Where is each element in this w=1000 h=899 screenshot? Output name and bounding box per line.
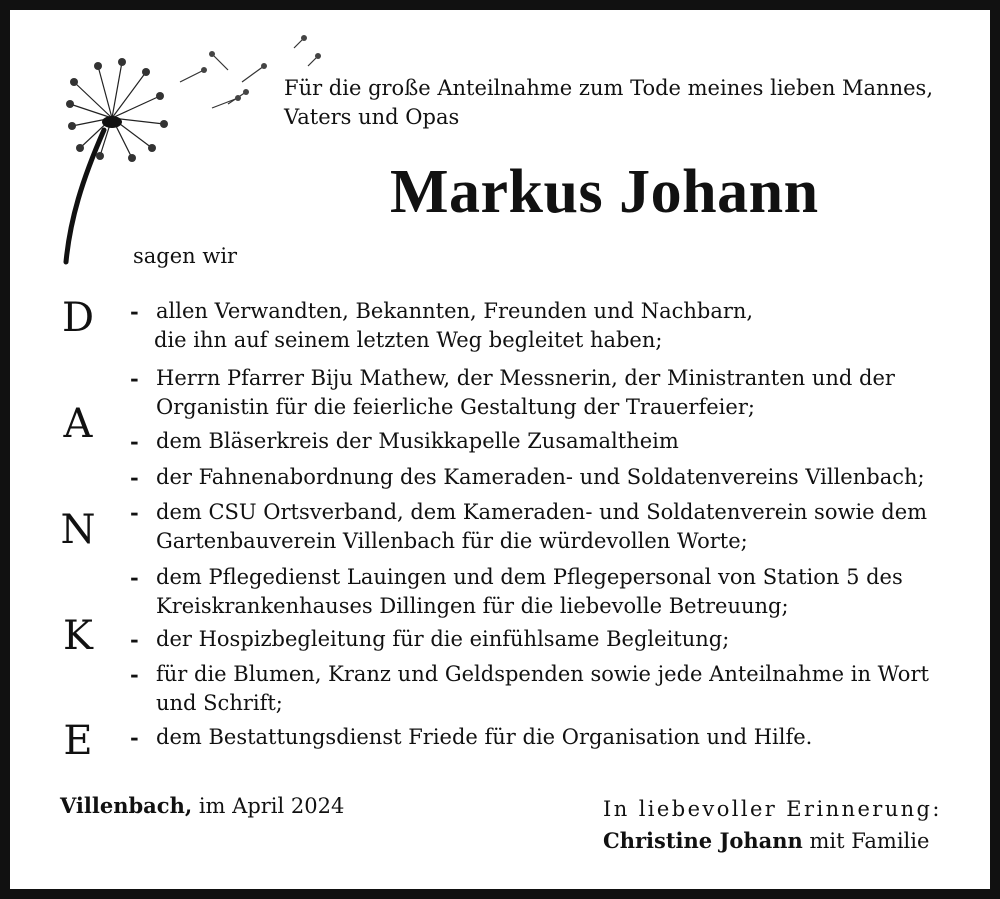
date: im April 2024 bbox=[198, 794, 345, 818]
thanks-item bbox=[130, 660, 960, 718]
danke-letter: D bbox=[61, 295, 95, 341]
place: Villenbach, bbox=[60, 793, 193, 818]
thanks-line: dem Bläserkreis der Musikkapelle Zusamaltheim bbox=[156, 429, 679, 453]
dash-bullet: - bbox=[130, 429, 139, 454]
thanks-line: Gartenbauverein Villenbach für die würdevollen Worte; bbox=[156, 529, 748, 553]
signature bbox=[603, 829, 929, 853]
thanks-item bbox=[130, 563, 960, 621]
thanks-item bbox=[130, 297, 960, 355]
thanks-line: dem CSU Ortsverband, dem Kameraden- und Soldatenverein sowie dem bbox=[156, 500, 928, 524]
thanks-line: für die Blumen, Kranz und Geldspenden sowie jede Anteilnahme in Wort bbox=[156, 662, 929, 686]
thanks-line: Herrn Pfarrer Biju Mathew, der Messnerin, der Ministranten und der bbox=[156, 366, 895, 390]
thanks-line: dem Pflegedienst Lauingen und dem Pflegepersonal von Station 5 des bbox=[156, 565, 903, 589]
dash-bullet: - bbox=[130, 662, 139, 687]
thanks-line: Kreiskrankenhauses Dillingen für die liebevolle Betreuung; bbox=[156, 594, 789, 618]
thanks-line: dem Bestattungsdienst Friede für die Organisation und Hilfe. bbox=[156, 725, 813, 749]
signature-rest: mit Familie bbox=[809, 829, 930, 853]
danke-letter: A bbox=[63, 401, 93, 447]
thanks-line: der Hospizbegleitung für die einfühlsame Begleitung; bbox=[156, 627, 730, 651]
intro-line-1: Für die große Anteilnahme zum Tode meines lieben Mannes, bbox=[284, 76, 933, 100]
danke-letter: N bbox=[60, 507, 96, 553]
dash-bullet: - bbox=[130, 465, 139, 490]
sagen-wir-text: sagen wir bbox=[133, 244, 238, 268]
thanks-line: die ihn auf seinem letzten Weg begleitet haben; bbox=[154, 328, 663, 352]
closing-phrase: In liebevoller Erinnerung: bbox=[603, 797, 942, 821]
thanks-line: und Schrift; bbox=[156, 691, 283, 715]
thanks-item bbox=[130, 427, 960, 456]
thanks-item bbox=[130, 498, 960, 556]
thanks-item bbox=[130, 364, 960, 422]
dash-bullet: - bbox=[130, 299, 139, 324]
dandelion-icon bbox=[52, 30, 342, 270]
thanks-line: Organistin für die feierliche Gestaltung der Trauerfeier; bbox=[156, 395, 755, 419]
deceased-name: Markus Johann bbox=[390, 158, 819, 226]
danke-letter: K bbox=[63, 613, 93, 659]
thanks-item bbox=[130, 463, 960, 492]
intro-text bbox=[284, 74, 964, 132]
dash-bullet: - bbox=[130, 565, 139, 590]
place-date bbox=[60, 793, 344, 818]
dash-bullet: - bbox=[130, 627, 139, 652]
signature-block bbox=[603, 793, 942, 857]
thanks-item bbox=[130, 723, 960, 752]
signature-name: Christine Johann bbox=[603, 828, 803, 853]
dash-bullet: - bbox=[130, 725, 139, 750]
thanks-item bbox=[130, 625, 960, 654]
thanks-line: allen Verwandten, Bekannten, Freunden und Nachbarn, bbox=[156, 299, 754, 323]
dash-bullet: - bbox=[130, 500, 139, 525]
thanks-line: der Fahnenabordnung des Kameraden- und Soldatenvereins Villenbach; bbox=[156, 465, 925, 489]
intro-line-2: Vaters und Opas bbox=[284, 105, 460, 129]
dash-bullet: - bbox=[130, 366, 139, 391]
danke-letter: E bbox=[63, 718, 93, 764]
